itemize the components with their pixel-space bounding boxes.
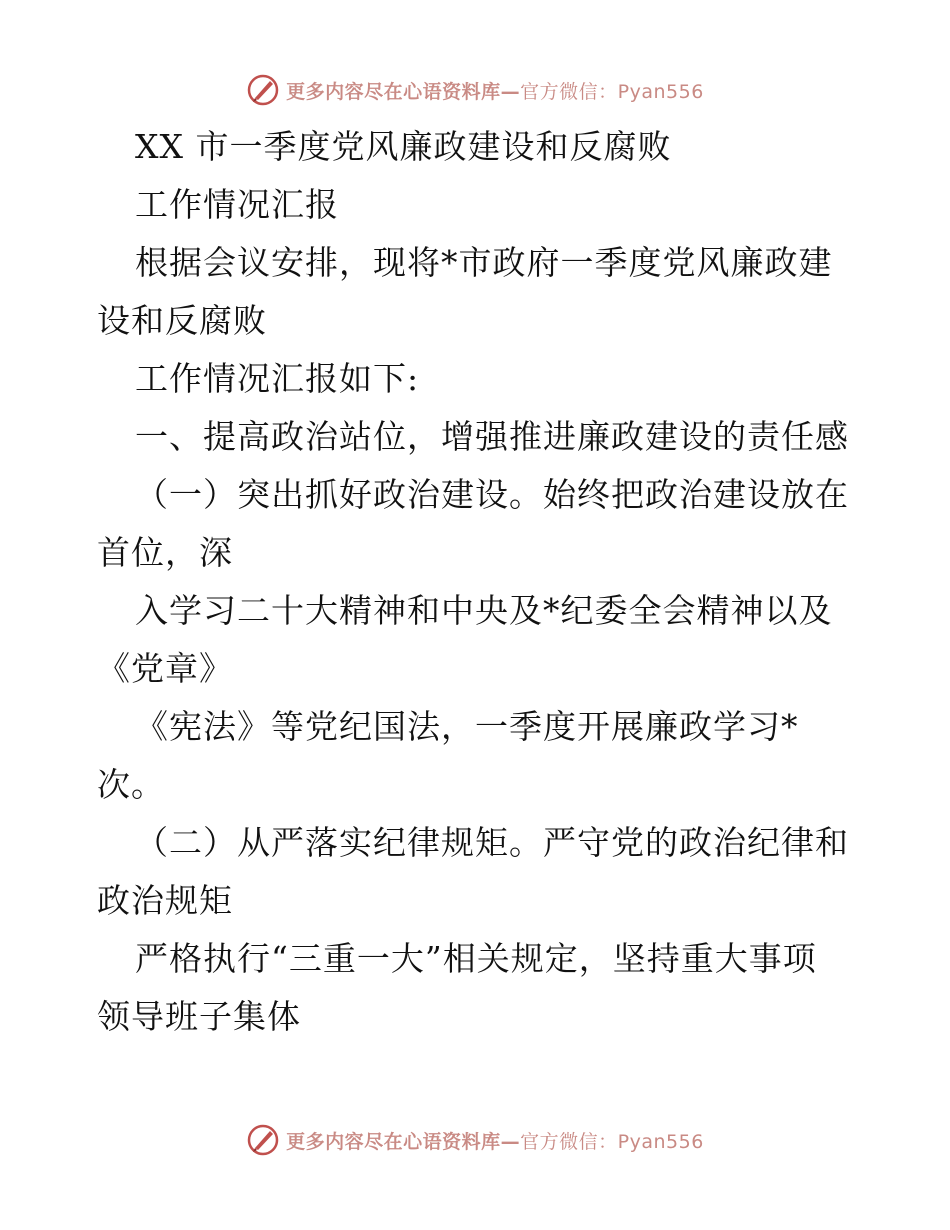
document-body xyxy=(0,118,950,1046)
document-line: 设和反腐败 xyxy=(97,301,267,340)
document-line: 工作情况汇报如下: xyxy=(135,359,420,398)
document-line: 一、提高政治站位，增强推进廉政建设的责任感 xyxy=(135,417,849,456)
document-line: 工作情况汇报 xyxy=(135,185,339,224)
header-watermark xyxy=(0,70,950,110)
document-line: （二）从严落实纪律规矩。严守党的政治纪律和 xyxy=(135,823,849,862)
document-line: 政治规矩 xyxy=(97,881,233,920)
document-line: 首位，深 xyxy=(97,533,233,572)
document-line: 入学习二十大精神和中央及*纪委全会精神以及 xyxy=(135,591,833,630)
watermark-wechat: 官方微信：Pyan556 xyxy=(520,1130,704,1153)
watermark-separator: — xyxy=(500,1130,521,1153)
document-line: XX 市一季度党风廉政建设和反腐败 xyxy=(135,127,672,166)
document-line: 《宪法》等党纪国法，一季度开展廉政学习* xyxy=(135,707,799,746)
document-line: 根据会议安排，现将*市政府一季度党风廉政建 xyxy=(135,243,833,282)
quill-pen-icon xyxy=(246,1123,280,1157)
document-line: 《党章》 xyxy=(97,649,233,688)
document-line: 严格执行“三重一大”相关规定，坚持重大事项 xyxy=(135,939,817,978)
document-line: （一）突出抓好政治建设。始终把政治建设放在 xyxy=(135,475,849,514)
document-line: 领导班子集体 xyxy=(97,997,301,1036)
watermark-text: 更多内容尽在心语资料库 xyxy=(286,80,501,103)
document-line: 次。 xyxy=(97,765,165,804)
watermark-wechat: 官方微信：Pyan556 xyxy=(520,80,704,103)
watermark-separator: — xyxy=(500,80,521,103)
quill-pen-icon xyxy=(246,73,280,107)
footer-watermark xyxy=(0,1120,950,1160)
watermark-text: 更多内容尽在心语资料库 xyxy=(286,1130,501,1153)
